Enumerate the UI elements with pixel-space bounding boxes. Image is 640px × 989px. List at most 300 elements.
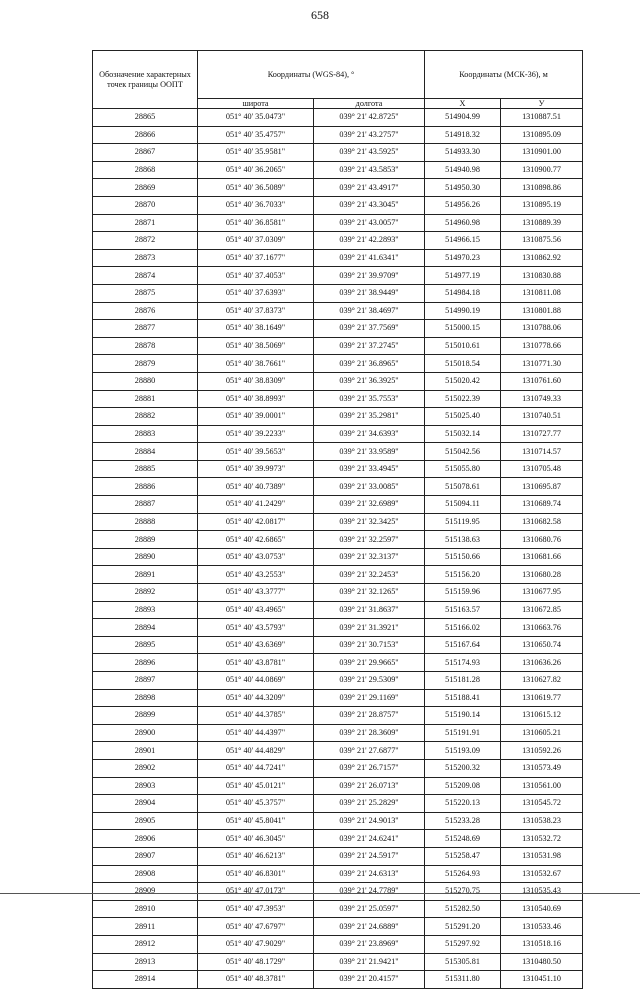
table-row (93, 619, 583, 637)
point-id-cell: 28873 (93, 249, 198, 267)
table-row (93, 584, 583, 602)
table-row (93, 372, 583, 390)
y-header: У (501, 99, 583, 109)
y-coordinate-cell: 1310875.56 (501, 232, 583, 250)
latitude-cell: 051° 40' 45.8041" (198, 812, 314, 830)
longitude-cell: 039° 21' 24.7789" (314, 883, 425, 901)
x-coordinate-cell: 515258.47 (425, 847, 501, 865)
point-id-cell: 28869 (93, 179, 198, 197)
table-row (93, 531, 583, 549)
x-coordinate-cell: 515010.61 (425, 337, 501, 355)
x-coordinate-cell: 515156.20 (425, 566, 501, 584)
latitude-cell: 051° 40' 42.6865" (198, 531, 314, 549)
table-row (93, 249, 583, 267)
x-coordinate-cell: 515209.08 (425, 777, 501, 795)
x-coordinate-cell: 515078.61 (425, 478, 501, 496)
point-id-cell: 28903 (93, 777, 198, 795)
latitude-cell: 051° 40' 48.3781" (198, 971, 314, 989)
y-coordinate-cell: 1310592.26 (501, 742, 583, 760)
footer-divider (0, 893, 640, 894)
longitude-cell: 039° 21' 43.5853" (314, 161, 425, 179)
x-coordinate-cell: 514984.18 (425, 284, 501, 302)
x-coordinate-cell: 515119.95 (425, 513, 501, 531)
latitude-cell: 051° 40' 37.6393" (198, 284, 314, 302)
longitude-cell: 039° 21' 30.7153" (314, 636, 425, 654)
latitude-cell: 051° 40' 48.1729" (198, 953, 314, 971)
latitude-cell: 051° 40' 43.4965" (198, 601, 314, 619)
table-row (93, 830, 583, 848)
point-id-cell: 28875 (93, 284, 198, 302)
y-coordinate-cell: 1310540.69 (501, 900, 583, 918)
table-row (93, 777, 583, 795)
longitude-cell: 039° 21' 33.4945" (314, 460, 425, 478)
table-row (93, 496, 583, 514)
x-coordinate-cell: 515163.57 (425, 601, 501, 619)
point-id-cell: 28891 (93, 566, 198, 584)
x-coordinate-cell: 515291.20 (425, 918, 501, 936)
latitude-cell: 051° 40' 43.3777" (198, 584, 314, 602)
x-coordinate-cell: 514956.26 (425, 196, 501, 214)
latitude-cell: 051° 40' 37.8373" (198, 302, 314, 320)
y-coordinate-cell: 1310627.82 (501, 672, 583, 690)
table-row (93, 214, 583, 232)
x-coordinate-cell: 515174.93 (425, 654, 501, 672)
latitude-cell: 051° 40' 44.7241" (198, 759, 314, 777)
latitude-cell: 051° 40' 36.7033" (198, 196, 314, 214)
x-coordinate-cell: 515193.09 (425, 742, 501, 760)
longitude-cell: 039° 21' 43.0057" (314, 214, 425, 232)
longitude-header: долгота (314, 99, 425, 109)
x-coordinate-cell: 514977.19 (425, 267, 501, 285)
latitude-cell: 051° 40' 39.9973" (198, 460, 314, 478)
latitude-cell: 051° 40' 44.0869" (198, 672, 314, 690)
header-row (93, 51, 583, 99)
table-row (93, 144, 583, 162)
longitude-cell: 039° 21' 29.9665" (314, 654, 425, 672)
table-row (93, 672, 583, 690)
point-column-header: Обозначение характерных точек границы ООПТ (93, 51, 198, 109)
latitude-cell: 051° 40' 35.4757" (198, 126, 314, 144)
x-coordinate-cell: 515055.80 (425, 460, 501, 478)
x-coordinate-cell: 515270.75 (425, 883, 501, 901)
latitude-cell: 051° 40' 47.3953" (198, 900, 314, 918)
y-coordinate-cell: 1310545.72 (501, 795, 583, 813)
point-id-cell: 28883 (93, 425, 198, 443)
x-coordinate-cell: 514960.98 (425, 214, 501, 232)
y-coordinate-cell: 1310561.00 (501, 777, 583, 795)
longitude-cell: 039° 21' 24.9013" (314, 812, 425, 830)
y-coordinate-cell: 1310518.16 (501, 935, 583, 953)
table-row (93, 109, 583, 127)
table-row (93, 232, 583, 250)
latitude-cell: 051° 40' 44.3209" (198, 689, 314, 707)
point-id-cell: 28913 (93, 953, 198, 971)
latitude-cell: 051° 40' 38.8309" (198, 372, 314, 390)
point-id-cell: 28872 (93, 232, 198, 250)
y-coordinate-cell: 1310636.26 (501, 654, 583, 672)
point-id-cell: 28894 (93, 619, 198, 637)
latitude-cell: 051° 40' 46.6213" (198, 847, 314, 865)
longitude-cell: 039° 21' 39.9709" (314, 267, 425, 285)
longitude-cell: 039° 21' 24.6313" (314, 865, 425, 883)
x-coordinate-cell: 514950.30 (425, 179, 501, 197)
x-coordinate-cell: 515233.28 (425, 812, 501, 830)
longitude-cell: 039° 21' 25.0597" (314, 900, 425, 918)
longitude-cell: 039° 21' 34.6393" (314, 425, 425, 443)
x-coordinate-cell: 515166.02 (425, 619, 501, 637)
x-coordinate-cell: 515025.40 (425, 408, 501, 426)
x-coordinate-cell: 514970.23 (425, 249, 501, 267)
table-row (93, 425, 583, 443)
table-row (93, 284, 583, 302)
x-coordinate-cell: 515297.92 (425, 935, 501, 953)
point-id-cell: 28874 (93, 267, 198, 285)
point-id-cell: 28893 (93, 601, 198, 619)
msk36-header: Координаты (МСК-36), м (425, 51, 583, 99)
longitude-cell: 039° 21' 29.5309" (314, 672, 425, 690)
longitude-cell: 039° 21' 25.2829" (314, 795, 425, 813)
y-coordinate-cell: 1310788.06 (501, 320, 583, 338)
longitude-cell: 039° 21' 31.3921" (314, 619, 425, 637)
page-number: 658 (311, 8, 329, 22)
point-id-cell: 28868 (93, 161, 198, 179)
longitude-cell: 039° 21' 28.3609" (314, 724, 425, 742)
longitude-cell: 039° 21' 43.3045" (314, 196, 425, 214)
y-coordinate-cell: 1310682.58 (501, 513, 583, 531)
table-row (93, 566, 583, 584)
y-coordinate-cell: 1310862.92 (501, 249, 583, 267)
longitude-cell: 039° 21' 31.8637" (314, 601, 425, 619)
point-id-cell: 28895 (93, 636, 198, 654)
point-id-cell: 28908 (93, 865, 198, 883)
table-row (93, 443, 583, 461)
table-row (93, 795, 583, 813)
x-header: X (425, 99, 501, 109)
point-id-cell: 28885 (93, 460, 198, 478)
y-coordinate-cell: 1310889.39 (501, 214, 583, 232)
y-coordinate-cell: 1310615.12 (501, 707, 583, 725)
latitude-cell: 051° 40' 47.0173" (198, 883, 314, 901)
point-id-cell: 28876 (93, 302, 198, 320)
latitude-cell: 051° 40' 43.0753" (198, 548, 314, 566)
latitude-cell: 051° 40' 45.3757" (198, 795, 314, 813)
table-row (93, 126, 583, 144)
point-id-cell: 28900 (93, 724, 198, 742)
x-coordinate-cell: 515150.66 (425, 548, 501, 566)
longitude-cell: 039° 21' 41.6341" (314, 249, 425, 267)
table-row (93, 689, 583, 707)
y-coordinate-cell: 1310771.30 (501, 355, 583, 373)
point-id-cell: 28887 (93, 496, 198, 514)
latitude-cell: 051° 40' 39.2233" (198, 425, 314, 443)
point-id-cell: 28867 (93, 144, 198, 162)
y-coordinate-cell: 1310740.51 (501, 408, 583, 426)
point-id-cell: 28881 (93, 390, 198, 408)
latitude-cell: 051° 40' 43.6369" (198, 636, 314, 654)
x-coordinate-cell: 515181.28 (425, 672, 501, 690)
longitude-cell: 039° 21' 38.9449" (314, 284, 425, 302)
table-row (93, 390, 583, 408)
x-coordinate-cell: 515042.56 (425, 443, 501, 461)
point-id-cell: 28901 (93, 742, 198, 760)
latitude-cell: 051° 40' 38.8993" (198, 390, 314, 408)
latitude-cell: 051° 40' 38.5069" (198, 337, 314, 355)
table-row (93, 408, 583, 426)
x-coordinate-cell: 515220.13 (425, 795, 501, 813)
table-row (93, 460, 583, 478)
y-coordinate-cell: 1310680.76 (501, 531, 583, 549)
x-coordinate-cell: 515159.96 (425, 584, 501, 602)
longitude-cell: 039° 21' 33.0085" (314, 478, 425, 496)
x-coordinate-cell: 514990.19 (425, 302, 501, 320)
latitude-cell: 051° 40' 36.2065" (198, 161, 314, 179)
y-coordinate-cell: 1310901.00 (501, 144, 583, 162)
table-row (93, 161, 583, 179)
latitude-cell: 051° 40' 37.1677" (198, 249, 314, 267)
point-id-cell: 28907 (93, 847, 198, 865)
latitude-cell: 051° 40' 37.0309" (198, 232, 314, 250)
longitude-cell: 039° 21' 21.9421" (314, 953, 425, 971)
longitude-cell: 039° 21' 33.9589" (314, 443, 425, 461)
x-coordinate-cell: 514918.32 (425, 126, 501, 144)
table-row (93, 953, 583, 971)
latitude-cell: 051° 40' 46.3045" (198, 830, 314, 848)
x-coordinate-cell: 515138.63 (425, 531, 501, 549)
table-row (93, 337, 583, 355)
y-coordinate-cell: 1310801.88 (501, 302, 583, 320)
y-coordinate-cell: 1310898.86 (501, 179, 583, 197)
latitude-cell: 051° 40' 37.4053" (198, 267, 314, 285)
coordinates-table (92, 50, 583, 989)
latitude-cell: 051° 40' 36.8581" (198, 214, 314, 232)
y-coordinate-cell: 1310705.48 (501, 460, 583, 478)
y-coordinate-cell: 1310532.72 (501, 830, 583, 848)
point-id-cell: 28892 (93, 584, 198, 602)
x-coordinate-cell: 515282.50 (425, 900, 501, 918)
longitude-cell: 039° 21' 32.2453" (314, 566, 425, 584)
y-coordinate-cell: 1310811.08 (501, 284, 583, 302)
longitude-cell: 039° 21' 27.6877" (314, 742, 425, 760)
table-row (93, 601, 583, 619)
latitude-cell: 051° 40' 43.8781" (198, 654, 314, 672)
table-row (93, 865, 583, 883)
x-coordinate-cell: 515191.91 (425, 724, 501, 742)
table-row (93, 847, 583, 865)
point-id-cell: 28896 (93, 654, 198, 672)
x-coordinate-cell: 515248.69 (425, 830, 501, 848)
longitude-cell: 039° 21' 36.8965" (314, 355, 425, 373)
table-row (93, 742, 583, 760)
point-id-cell: 28898 (93, 689, 198, 707)
longitude-cell: 039° 21' 37.2745" (314, 337, 425, 355)
latitude-cell: 051° 40' 44.4829" (198, 742, 314, 760)
longitude-cell: 039° 21' 26.7157" (314, 759, 425, 777)
longitude-cell: 039° 21' 42.2893" (314, 232, 425, 250)
table-row (93, 513, 583, 531)
point-id-cell: 28870 (93, 196, 198, 214)
latitude-cell: 051° 40' 46.8301" (198, 865, 314, 883)
y-coordinate-cell: 1310533.46 (501, 918, 583, 936)
latitude-cell: 051° 40' 47.6797" (198, 918, 314, 936)
longitude-cell: 039° 21' 24.6241" (314, 830, 425, 848)
point-id-cell: 28914 (93, 971, 198, 989)
y-coordinate-cell: 1310532.67 (501, 865, 583, 883)
x-coordinate-cell: 515022.39 (425, 390, 501, 408)
table-row (93, 971, 583, 989)
table-row (93, 918, 583, 936)
latitude-cell: 051° 40' 44.4397" (198, 724, 314, 742)
longitude-cell: 039° 21' 43.5925" (314, 144, 425, 162)
point-id-cell: 28912 (93, 935, 198, 953)
y-coordinate-cell: 1310650.74 (501, 636, 583, 654)
y-coordinate-cell: 1310749.33 (501, 390, 583, 408)
latitude-cell: 051° 40' 43.5793" (198, 619, 314, 637)
point-id-cell: 28909 (93, 883, 198, 901)
x-coordinate-cell: 514933.30 (425, 144, 501, 162)
point-id-cell: 28902 (93, 759, 198, 777)
latitude-header: широта (198, 99, 314, 109)
point-id-cell: 28910 (93, 900, 198, 918)
y-coordinate-cell: 1310680.28 (501, 566, 583, 584)
point-id-cell: 28906 (93, 830, 198, 848)
table-row (93, 935, 583, 953)
latitude-cell: 051° 40' 45.0121" (198, 777, 314, 795)
table-row (93, 267, 583, 285)
point-id-cell: 28865 (93, 109, 198, 127)
point-id-cell: 28899 (93, 707, 198, 725)
latitude-cell: 051° 40' 41.2429" (198, 496, 314, 514)
y-coordinate-cell: 1310663.76 (501, 619, 583, 637)
y-coordinate-cell: 1310531.98 (501, 847, 583, 865)
point-id-cell: 28905 (93, 812, 198, 830)
longitude-cell: 039° 21' 35.2981" (314, 408, 425, 426)
x-coordinate-cell: 515188.41 (425, 689, 501, 707)
table-row (93, 654, 583, 672)
point-id-cell: 28877 (93, 320, 198, 338)
table-row (93, 883, 583, 901)
y-coordinate-cell: 1310451.10 (501, 971, 583, 989)
x-coordinate-cell: 514940.98 (425, 161, 501, 179)
y-coordinate-cell: 1310605.21 (501, 724, 583, 742)
longitude-cell: 039° 21' 23.8969" (314, 935, 425, 953)
y-coordinate-cell: 1310900.77 (501, 161, 583, 179)
point-id-cell: 28911 (93, 918, 198, 936)
point-id-cell: 28880 (93, 372, 198, 390)
longitude-cell: 039° 21' 36.3925" (314, 372, 425, 390)
longitude-cell: 039° 21' 32.6989" (314, 496, 425, 514)
table-row (93, 179, 583, 197)
x-coordinate-cell: 515305.81 (425, 953, 501, 971)
table-row (93, 548, 583, 566)
longitude-cell: 039° 21' 38.4697" (314, 302, 425, 320)
y-coordinate-cell: 1310573.49 (501, 759, 583, 777)
latitude-cell: 051° 40' 42.0817" (198, 513, 314, 531)
table-body (93, 109, 583, 989)
latitude-cell: 051° 40' 44.3785" (198, 707, 314, 725)
y-coordinate-cell: 1310895.09 (501, 126, 583, 144)
x-coordinate-cell: 514966.15 (425, 232, 501, 250)
latitude-cell: 051° 40' 47.9029" (198, 935, 314, 953)
point-id-cell: 28890 (93, 548, 198, 566)
y-coordinate-cell: 1310689.74 (501, 496, 583, 514)
point-id-cell: 28866 (93, 126, 198, 144)
y-coordinate-cell: 1310830.88 (501, 267, 583, 285)
x-coordinate-cell: 515000.15 (425, 320, 501, 338)
table-row (93, 812, 583, 830)
point-id-cell: 28889 (93, 531, 198, 549)
longitude-cell: 039° 21' 24.6889" (314, 918, 425, 936)
table-row (93, 478, 583, 496)
point-id-cell: 28897 (93, 672, 198, 690)
longitude-cell: 039° 21' 24.5917" (314, 847, 425, 865)
table-row (93, 707, 583, 725)
longitude-cell: 039° 21' 26.0713" (314, 777, 425, 795)
x-coordinate-cell: 515200.32 (425, 759, 501, 777)
latitude-cell: 051° 40' 40.7389" (198, 478, 314, 496)
longitude-cell: 039° 21' 32.1265" (314, 584, 425, 602)
longitude-cell: 039° 21' 43.4917" (314, 179, 425, 197)
latitude-cell: 051° 40' 35.9581" (198, 144, 314, 162)
longitude-cell: 039° 21' 32.3137" (314, 548, 425, 566)
longitude-cell: 039° 21' 32.2597" (314, 531, 425, 549)
y-coordinate-cell: 1310695.87 (501, 478, 583, 496)
y-coordinate-cell: 1310619.77 (501, 689, 583, 707)
x-coordinate-cell: 515020.42 (425, 372, 501, 390)
latitude-cell: 051° 40' 39.5653" (198, 443, 314, 461)
table-row (93, 759, 583, 777)
y-coordinate-cell: 1310681.66 (501, 548, 583, 566)
longitude-cell: 039° 21' 32.3425" (314, 513, 425, 531)
y-coordinate-cell: 1310727.77 (501, 425, 583, 443)
y-coordinate-cell: 1310887.51 (501, 109, 583, 127)
table-row (93, 302, 583, 320)
longitude-cell: 039° 21' 28.8757" (314, 707, 425, 725)
x-coordinate-cell: 514904.99 (425, 109, 501, 127)
latitude-cell: 051° 40' 39.0001" (198, 408, 314, 426)
point-id-cell: 28882 (93, 408, 198, 426)
y-coordinate-cell: 1310714.57 (501, 443, 583, 461)
point-id-cell: 28879 (93, 355, 198, 373)
wgs84-header: Координаты (WGS-84), ° (198, 51, 425, 99)
latitude-cell: 051° 40' 35.0473" (198, 109, 314, 127)
longitude-cell: 039° 21' 43.2757" (314, 126, 425, 144)
table-row (93, 636, 583, 654)
longitude-cell: 039° 21' 20.4157" (314, 971, 425, 989)
y-coordinate-cell: 1310538.23 (501, 812, 583, 830)
latitude-cell: 051° 40' 36.5089" (198, 179, 314, 197)
table-row (93, 724, 583, 742)
point-id-cell: 28878 (93, 337, 198, 355)
x-coordinate-cell: 515311.80 (425, 971, 501, 989)
y-coordinate-cell: 1310535.43 (501, 883, 583, 901)
table-row (93, 355, 583, 373)
latitude-cell: 051° 40' 38.7661" (198, 355, 314, 373)
latitude-cell: 051° 40' 38.1649" (198, 320, 314, 338)
x-coordinate-cell: 515264.93 (425, 865, 501, 883)
longitude-cell: 039° 21' 35.7553" (314, 390, 425, 408)
x-coordinate-cell: 515190.14 (425, 707, 501, 725)
point-id-cell: 28871 (93, 214, 198, 232)
y-coordinate-cell: 1310480.50 (501, 953, 583, 971)
point-id-cell: 28886 (93, 478, 198, 496)
x-coordinate-cell: 515032.14 (425, 425, 501, 443)
y-coordinate-cell: 1310778.66 (501, 337, 583, 355)
x-coordinate-cell: 515167.64 (425, 636, 501, 654)
point-id-cell: 28904 (93, 795, 198, 813)
table-row (93, 196, 583, 214)
longitude-cell: 039° 21' 42.8725" (314, 109, 425, 127)
longitude-cell: 039° 21' 29.1169" (314, 689, 425, 707)
